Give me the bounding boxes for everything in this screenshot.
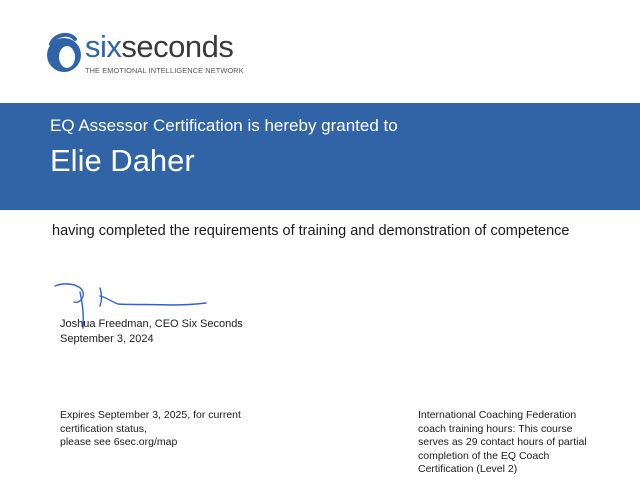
certification-granted-text: EQ Assessor Certification is hereby granted to xyxy=(50,116,398,135)
icf-line: completion of the EQ Coach xyxy=(418,449,550,462)
certificate-banner xyxy=(0,103,640,210)
expiry-line: Expires September 3, 2025, for current xyxy=(60,409,241,421)
signatory-block xyxy=(60,317,243,347)
expiry-line: please see 6sec.org/map xyxy=(60,436,178,448)
icf-line: Certification (Level 2) xyxy=(418,463,518,475)
signature-date: September 3, 2024 xyxy=(60,333,154,345)
six-seconds-logo-icon xyxy=(45,30,83,76)
logo-wordmark-six: six xyxy=(85,29,122,64)
completion-statement: having completed the requirements of training and demonstration of competence xyxy=(52,223,570,239)
six-seconds-logo xyxy=(45,28,245,80)
logo-wordmark-seconds: seconds xyxy=(121,29,234,64)
expiry-note xyxy=(60,409,280,450)
logo-wordmark xyxy=(85,30,233,64)
icf-line: coach training hours: This course xyxy=(418,422,573,435)
signatory-name: Joshua Freedman, CEO Six Seconds xyxy=(60,318,243,330)
icf-line: serves as 29 contact hours of partial xyxy=(418,436,587,448)
recipient-name: Elie Daher xyxy=(50,143,195,178)
logo-tagline: THE EMOTIONAL INTELLIGENCE NETWORK xyxy=(85,66,244,75)
icf-hours-note xyxy=(418,409,618,477)
expiry-line: certification status, xyxy=(60,422,147,435)
icf-line: International Coaching Federation xyxy=(418,409,577,421)
